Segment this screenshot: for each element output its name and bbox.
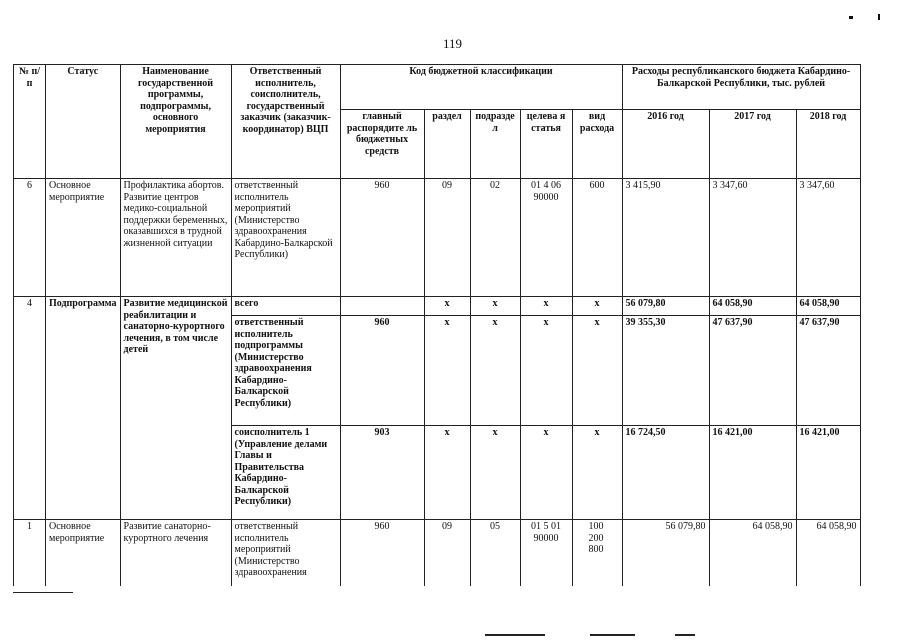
row-status: Основное мероприятие <box>46 520 121 586</box>
row-name: Развитие санаторно-курортного лечения <box>120 520 231 586</box>
header-podrazdel: подразде л <box>470 110 520 179</box>
row-podrazdel: 05 <box>470 520 520 586</box>
scan-speck <box>878 14 880 20</box>
table-row <box>14 297 861 316</box>
scan-footer-line <box>590 634 635 636</box>
row-vr: х <box>572 426 622 520</box>
header-razdel: раздел <box>424 110 470 179</box>
page-number: 119 <box>442 36 463 51</box>
row-num: 4 <box>14 297 46 520</box>
scan-speck <box>849 16 853 19</box>
row-2017: 64 058,90 <box>709 520 796 586</box>
row-2018: 16 421,00 <box>796 426 860 520</box>
scan-footer-line <box>485 634 545 636</box>
row-razdel: х <box>424 297 470 316</box>
row-executor: ответственный исполнитель мероприятий (Министерство здравоохранения Кабардино-Балкарской Республики) <box>231 179 340 297</box>
row-2018: 64 058,90 <box>796 297 860 316</box>
row-vr: 100 200 800 <box>572 520 622 586</box>
row-grbs: 960 <box>340 520 424 586</box>
header-name: Наименование государственной программы, подпрограммы, основного мероприятия <box>120 65 231 179</box>
row-podrazdel: 02 <box>470 179 520 297</box>
row-executor: ответственный исполнитель мероприятий (Министерство здравоохранения <box>231 520 340 586</box>
row-2017: 3 347,60 <box>709 179 796 297</box>
row-executor: всего <box>231 297 340 316</box>
row-razdel: 09 <box>424 520 470 586</box>
row-2017: 47 637,90 <box>709 316 796 426</box>
row-vr: 600 <box>572 179 622 297</box>
header-2016: 2016 год <box>622 110 709 179</box>
row-csr: 01 4 06 90000 <box>520 179 572 297</box>
header-executor: Ответственный исполнитель, соисполнитель, государственный заказчик (заказчик-координатор) ВЦП <box>231 65 340 179</box>
row-razdel: 09 <box>424 179 470 297</box>
row-podrazdel: х <box>470 297 520 316</box>
row-2018: 3 347,60 <box>796 179 860 297</box>
row-vr: х <box>572 297 622 316</box>
row-podrazdel: х <box>470 426 520 520</box>
header-expenses-group: Расходы республиканского бюджета Кабардино-Балкарской Республики, тыс. рублей <box>622 65 860 110</box>
row-razdel: х <box>424 426 470 520</box>
header-row-1 <box>14 65 861 110</box>
row-2016: 3 415,90 <box>622 179 709 297</box>
header-status: Статус <box>46 65 121 179</box>
budget-table <box>13 64 861 586</box>
row-num: 6 <box>14 179 46 297</box>
header-2018: 2018 год <box>796 110 860 179</box>
row-executor: ответственный исполнитель подпрограммы (Министерство здравоохранения Кабардино-Балкарской Республики) <box>231 316 340 426</box>
table-bottom-edge <box>13 592 73 593</box>
row-2017: 16 421,00 <box>709 426 796 520</box>
row-grbs: 960 <box>340 179 424 297</box>
row-grbs: 903 <box>340 426 424 520</box>
table-row <box>14 520 861 586</box>
row-2018: 47 637,90 <box>796 316 860 426</box>
header-code-group: Код бюджетной классификации <box>340 65 622 110</box>
table-row <box>14 179 861 297</box>
header-csr: целева я статья <box>520 110 572 179</box>
row-status: Основное мероприятие <box>46 179 121 297</box>
row-2016: 39 355,30 <box>622 316 709 426</box>
row-csr: х <box>520 426 572 520</box>
row-name: Профилактика абортов. Развитие центров медико-социальной поддержки беременных, оказавшихся в трудной жизненной ситуации <box>120 179 231 297</box>
row-2016: 56 079,80 <box>622 297 709 316</box>
scan-footer-line <box>675 634 695 636</box>
row-2016: 16 724,50 <box>622 426 709 520</box>
row-razdel: х <box>424 316 470 426</box>
header-num: № п/п <box>14 65 46 179</box>
header-vr: вид расхода <box>572 110 622 179</box>
row-2016: 56 079,80 <box>622 520 709 586</box>
row-grbs <box>340 297 424 316</box>
row-num: 1 <box>14 520 46 586</box>
row-executor: соисполнитель 1 (Управление делами Главы и Правительства Кабардино-Балкарской Республики) <box>231 426 340 520</box>
row-vr: х <box>572 316 622 426</box>
row-podrazdel: х <box>470 316 520 426</box>
row-status: Подпрограмма <box>46 297 121 520</box>
header-grbs: главный распорядите ль бюджетных средств <box>340 110 424 179</box>
row-csr: х <box>520 316 572 426</box>
row-grbs: 960 <box>340 316 424 426</box>
row-2018: 64 058,90 <box>796 520 860 586</box>
row-name: Развитие медицинской реабилитации и санаторно-курортного лечения, в том числе детей <box>120 297 231 520</box>
row-csr: 01 5 01 90000 <box>520 520 572 586</box>
row-csr: х <box>520 297 572 316</box>
header-2017: 2017 год <box>709 110 796 179</box>
row-2017: 64 058,90 <box>709 297 796 316</box>
